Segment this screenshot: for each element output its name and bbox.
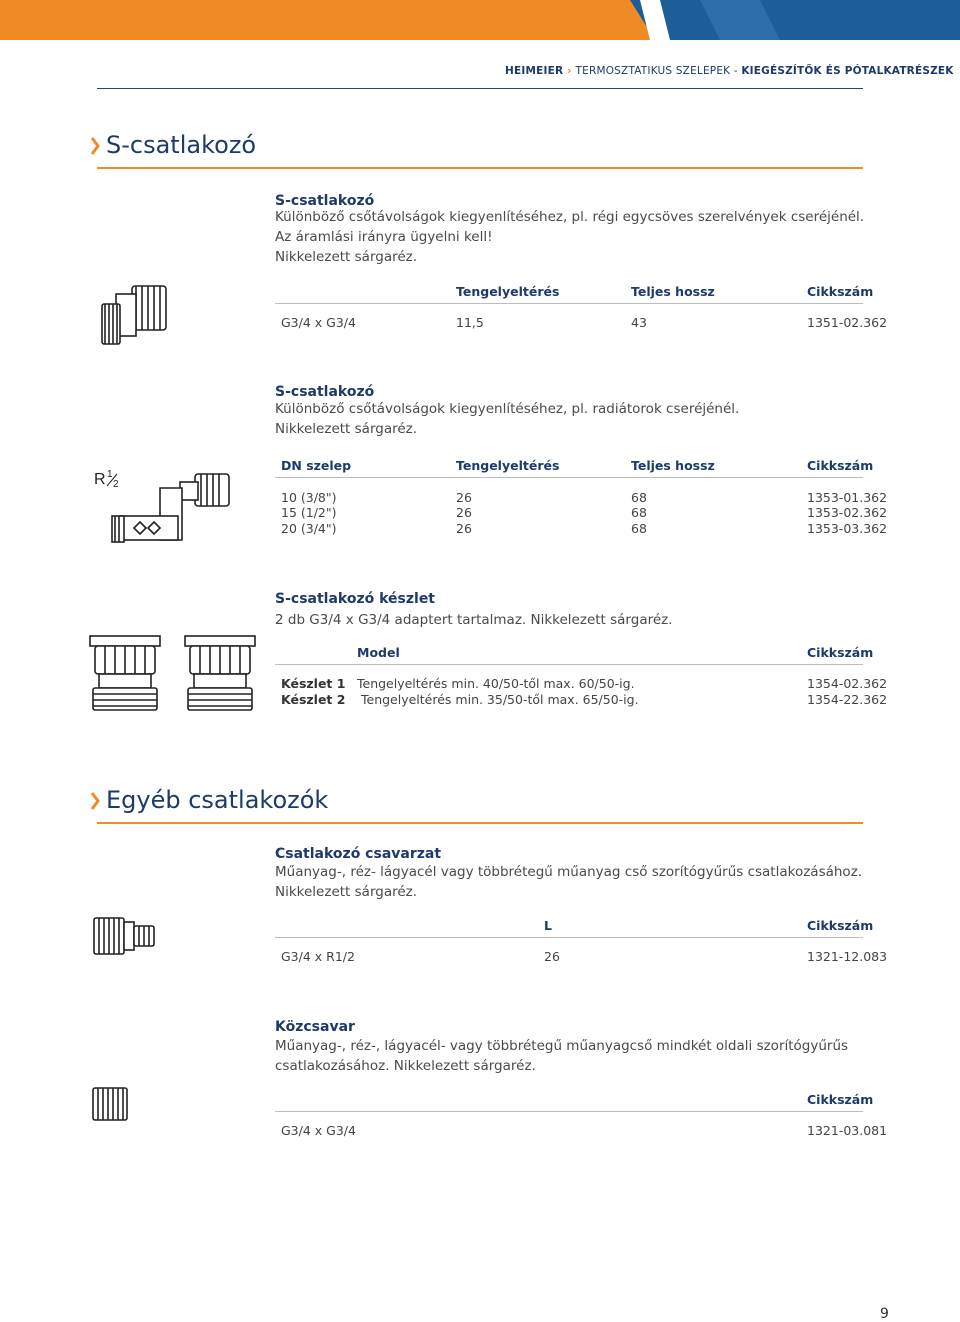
- section-title-egyeb: [90, 786, 328, 814]
- image-fraction-num: 1: [107, 469, 113, 480]
- product-title: S-csatlakozó: [275, 193, 375, 209]
- top-banner: [0, 0, 960, 40]
- table-cell: 1353-01.362: [807, 490, 888, 505]
- desc-line: Műanyag-, réz- lágyacél vagy többrétegű műanyag cső szorítógyűrűs csatlakozásához.: [275, 864, 863, 880]
- column-header: L: [544, 918, 552, 933]
- table-rule: [275, 664, 863, 665]
- desc-line: Az áramlási irányra ügyelni kell!: [275, 229, 493, 245]
- table-cell: 43: [631, 315, 647, 330]
- column-header: Teljes hossz: [631, 458, 715, 473]
- desc-line: csatlakozásához. Nikkelezett sárgaréz.: [275, 1058, 536, 1074]
- table-cell: 68: [631, 490, 647, 505]
- product-description: [275, 207, 864, 267]
- table-cell: 1354-02.362: [807, 676, 888, 691]
- desc-line: Nikkelezett sárgaréz.: [275, 249, 418, 265]
- table-cell: 1321-12.083: [807, 949, 888, 964]
- header-separator: -: [730, 65, 742, 77]
- s-connector-r-image: [90, 466, 240, 552]
- adapter-set-image: [85, 632, 265, 714]
- image-fraction-den: 2: [113, 479, 119, 490]
- table-cell: Készlet 1: [281, 676, 346, 691]
- header-rule: [97, 88, 863, 89]
- desc-line: Nikkelezett sárgaréz.: [275, 421, 418, 437]
- table-cell: 20 (3/4"): [281, 521, 337, 536]
- product-title: Csatlakozó csavarzat: [275, 846, 442, 862]
- table-cell: Tengelyeltérés min. 35/50-től max. 65/50-ig.: [361, 692, 639, 707]
- column-header: Cikkszám: [807, 458, 874, 473]
- table-cell: 1351-02.362: [807, 315, 888, 330]
- table-cell: Készlet 2: [281, 692, 346, 707]
- header-subcategory: KIEGÉSZÍTŐK ÉS PÓTALKATRÉSZEK: [741, 65, 954, 77]
- product-description: [275, 1036, 848, 1076]
- page-header: [505, 65, 954, 77]
- column-header: Cikkszám: [807, 1092, 874, 1107]
- chevron-right-icon: [90, 136, 100, 156]
- table-cell: G3/4 x G3/4: [281, 315, 356, 330]
- product-description: [275, 399, 739, 439]
- product-title: S-csatlakozó: [275, 384, 375, 400]
- chevron-right-icon: ›: [563, 65, 576, 77]
- column-header: Tengelyeltérés: [456, 284, 560, 299]
- column-header: Model: [357, 645, 400, 660]
- table-cell: Tengelyeltérés min. 40/50-től max. 60/50-ig.: [357, 676, 635, 691]
- table-cell: 1354-22.362: [807, 692, 888, 707]
- product-description: [275, 862, 862, 902]
- table-cell: 10 (3/8"): [281, 490, 337, 505]
- brand-name: HEIMEIER: [505, 65, 564, 77]
- section-rule: [97, 167, 863, 169]
- section-title-text: S-csatlakozó: [106, 131, 257, 159]
- table-cell: 26: [544, 949, 560, 964]
- column-header: Cikkszám: [807, 284, 874, 299]
- table-cell: 68: [631, 521, 647, 536]
- desc-line: 2 db G3/4 x G3/4 adaptert tartalmaz. Nikkelezett sárgaréz.: [275, 612, 673, 628]
- table-cell: 26: [456, 521, 472, 536]
- table-rule: [275, 937, 863, 938]
- column-header: Cikkszám: [807, 645, 874, 660]
- table-rule: [275, 303, 863, 304]
- desc-line: Különböző csőtávolságok kiegyenlítéséhez, pl. régi egycsöves szerelvények cseréjénél.: [275, 209, 865, 225]
- section-rule: [97, 822, 863, 824]
- s-connector-image: [92, 278, 182, 350]
- table-rule: [275, 1111, 863, 1112]
- table-cell: 15 (1/2"): [281, 505, 337, 520]
- table-cell: G3/4 x R1/2: [281, 949, 355, 964]
- section-title-text: Egyéb csatlakozók: [106, 786, 329, 814]
- product-title: Közcsavar: [275, 1019, 355, 1035]
- section-title-s-csatlakozo: [90, 131, 256, 159]
- product-title: S-csatlakozó készlet: [275, 591, 436, 607]
- image-thread-label: R: [94, 471, 106, 488]
- table-cell: 1353-02.362: [807, 505, 888, 520]
- column-header: DN szelep: [281, 458, 352, 473]
- table-rule: [275, 477, 863, 478]
- table-cell: 68: [631, 505, 647, 520]
- column-header: Tengelyeltérés: [456, 458, 560, 473]
- table-cell: G3/4 x G3/4: [281, 1123, 356, 1138]
- chevron-right-icon: [90, 791, 100, 811]
- table-cell: 11,5: [456, 315, 484, 330]
- column-header: Teljes hossz: [631, 284, 715, 299]
- header-category: TERMOSZTATIKUS SZELEPEK: [575, 65, 731, 77]
- product-description: [275, 610, 673, 630]
- page-number: 9: [880, 1306, 889, 1322]
- desc-line: Nikkelezett sárgaréz.: [275, 884, 418, 900]
- nipple-fitting-image: [90, 1084, 130, 1124]
- union-fitting-image: [90, 914, 160, 958]
- table-cell: 1321-03.081: [807, 1123, 888, 1138]
- table-cell: 26: [456, 505, 472, 520]
- desc-line: Műanyag-, réz-, lágyacél- vagy többrétegű műanyagcső mindkét oldali szorítógyűrűs: [275, 1038, 849, 1054]
- table-cell: 1353-03.362: [807, 521, 888, 536]
- column-header: Cikkszám: [807, 918, 874, 933]
- desc-line: Különböző csőtávolságok kiegyenlítéséhez, pl. radiátorok cseréjénél.: [275, 401, 740, 417]
- table-cell: 26: [456, 490, 472, 505]
